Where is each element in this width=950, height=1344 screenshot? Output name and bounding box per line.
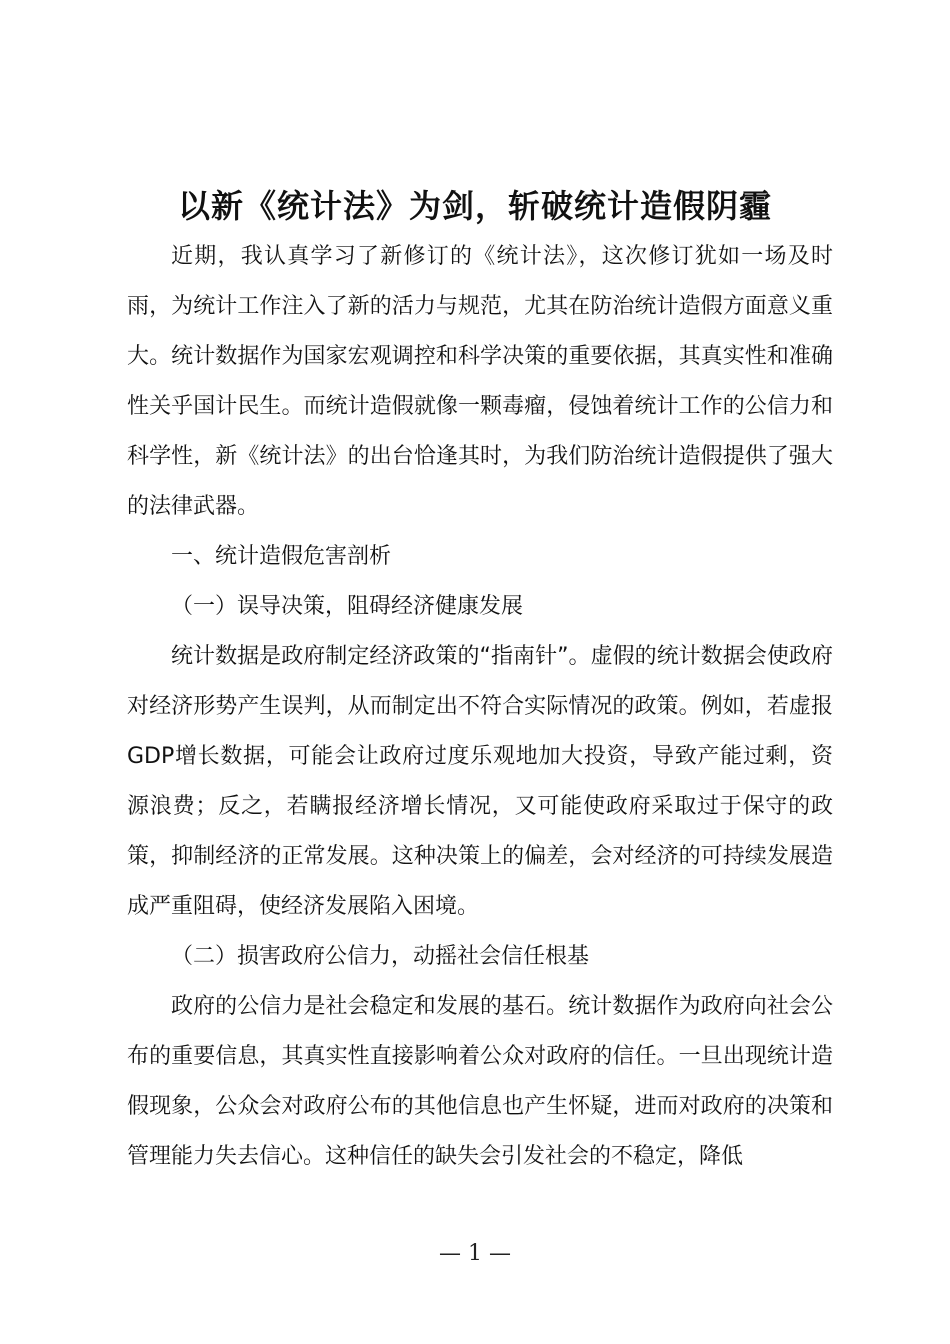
document-title: 以新《统计法》为剑，斩破统计造假阴霾 [177, 187, 772, 225]
section-heading-1: 一、统计造假危害剖析 [171, 544, 392, 569]
document-body [127, 232, 833, 1182]
page-number: — 1 — [439, 1241, 511, 1266]
subsection-heading-2: （二）损害政府公信力，动摇社会信任根基 [171, 944, 590, 969]
paragraph-intro: 近期，我认真学习了新修订的《统计法》，这次修订犹如一场及时雨，为统计工作注入了新的活力与规范，尤其在防治统计造假方面意义重大。统计数据作为国家宏观调控和科学决策的重要依据，其真实性和准确性关乎国计民生。而统计造假就像一颗毒瘤，侵蚀着统计工作的公信力和科学性，新《统计法》的出台恰逢其时，为我们防治统计造假提供了强大的法律武器。 [127, 244, 833, 519]
paragraph-misleading-decisions: 统计数据是政府制定经济政策的“指南针”。虚假的统计数据会使政府对经济形势产生误判，从而制定出不符合实际情况的政策。例如，若虚报GDP增长数据，可能会让政府过度乐观地加大投资，导致产能过剩，资源浪费；反之，若瞒报经济增长情况，又可能使政府采取过于保守的政策，抑制经济的正常发展。这种决策上的偏差，会对经济的可持续发展造成严重阻碍，使经济发展陷入困境。 [127, 644, 833, 919]
paragraph-government-credibility: 政府的公信力是社会稳定和发展的基石。统计数据作为政府向社会公布的重要信息，其真实性直接影响着公众对政府的信任。一旦出现统计造假现象，公众会对政府公布的其他信息也产生怀疑，进而对政府的决策和管理能力失去信心。这种信任的缺失会引发社会的不稳定，降低 [127, 994, 833, 1169]
subsection-heading-1: （一）误导决策，阻碍经济健康发展 [171, 594, 524, 619]
